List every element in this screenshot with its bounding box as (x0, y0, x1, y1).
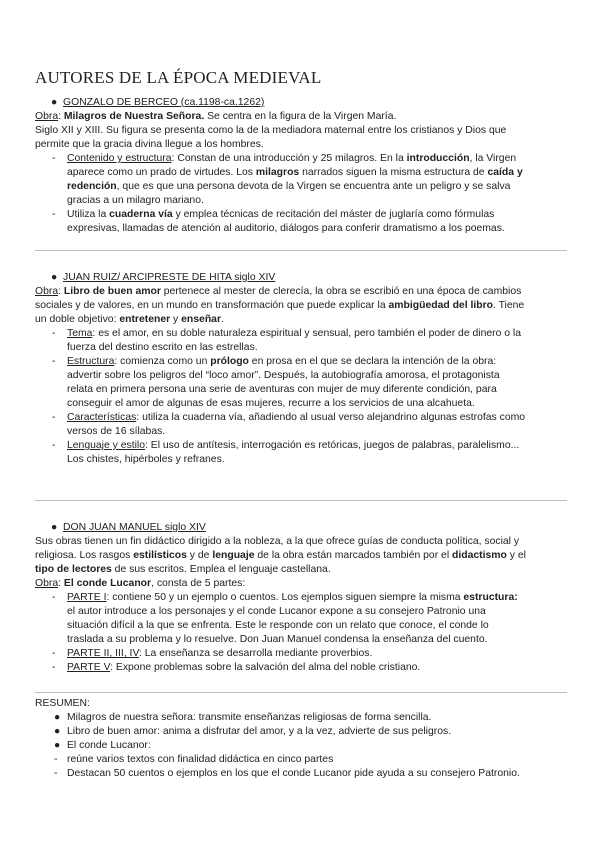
obra-line: Obra: El conde Lucanor, consta de 5 partes: (35, 578, 246, 589)
paragraph-line: sociales y de valores, en un mundo en transformación que puede explicar la ambigüedad del libro. Tiene (35, 300, 525, 311)
dash-icon: - (52, 662, 56, 673)
list-item: - reúne varios textos con finalidad didáctica en cinco partes (54, 754, 334, 765)
paragraph-line: tipo de lectores de sus escritos. Emplea el lenguaje castellana. (35, 564, 331, 575)
section-berceo (35, 96, 567, 236)
paragraph-line: Siglo XII y XIII. Su figura se presenta como la de la mediadora maternal entre los cristianos y Dios que (35, 125, 507, 136)
section-divider (35, 692, 567, 693)
dash-icon: - (52, 412, 56, 423)
page-title: AUTORES DE LA ÉPOCA MEDIEVAL (35, 68, 322, 87)
list-item: ● Milagros de nuestra señora: transmite enseñanzas religiosas de forma sencilla. (54, 712, 432, 723)
bullet-icon: ● (54, 712, 61, 723)
dash-icon: - (54, 768, 58, 779)
list-item: ● El conde Lucanor: (54, 740, 151, 751)
list-item: - Estructura: comienza como un prólogo en prosa en el que se declara la intención de la obra: advertir sobre los peligros del “loco amor”. Después, la autobiografía amorosa, el protagonista relata en primera persona una serie de aventuras con mujer de muy diferente condición, para conseguir el amor de algunas de esas mujeres, recurre a los servicios de una alcahueta. (52, 356, 500, 409)
list-item: - PARTE II, III, IV: La enseñanza se desarrolla mediante proverbios. (52, 648, 373, 659)
paragraph-line: permite que la gracia divina llegue a los hombres. (35, 139, 264, 150)
section-manuel (35, 521, 567, 675)
dash-icon: - (52, 592, 56, 603)
list-item: - Tema: es el amor, en su doble naturaleza espiritual y sensual, pero también el poder de dinero o la fuerza del destino escrito en las estrellas. (52, 328, 522, 353)
paragraph-line: Sus obras tienen un fin didáctico dirigido a la nobleza, a la que ofrece guías de conducta política, social y (35, 536, 520, 547)
bullet-icon: ● (54, 726, 61, 737)
list-item: ● Libro de buen amor: anima a disfrutar del amor, y a la vez, advierte de sus peligros. (54, 726, 452, 737)
dash-icon: - (52, 356, 56, 367)
dash-icon: - (52, 648, 56, 659)
section-divider (35, 250, 567, 251)
dash-icon: - (52, 328, 56, 339)
bullet-icon: ● (51, 97, 58, 108)
list-item: - Utiliza la cuaderna vía y emplea técnicas de recitación del máster de juglaría como fórmulas expresivas, llamadas de atención al auditorio, diálogos para conferir dramatismo a los poemas. (52, 209, 505, 234)
list-item: - Lenguaje y estilo: El uso de antítesis, interrogación es retóricas, juegos de palabras, paralelismo... Los chistes, hipérboles y refranes. (52, 440, 520, 465)
section-heading: RESUMEN: (35, 698, 90, 709)
list-item: - Destacan 50 cuentos o ejemplos en los que el conde Lucanor pide ayuda a su consejero Patronio. (54, 768, 520, 779)
list-item: - PARTE V: Expone problemas sobre la salvación del alma del noble cristiano. (52, 662, 421, 673)
obra-line: Obra: Milagros de Nuestra Señora. Se centra en la figura de la Virgen María. (35, 111, 397, 122)
section-heading: ● GONZALO DE BERCEO (ca.1198-ca.1262) (51, 97, 265, 108)
dash-icon: - (54, 754, 58, 765)
obra-line: Obra: Libro de buen amor pertenece al mester de clerecía, la obra se escribió en una época de cambios (35, 286, 522, 297)
paragraph-line: un doble objetivo: entretener y enseñar. (35, 314, 224, 325)
list-item: - Contenido y estructura: Constan de una introducción y 25 milagros. En la introducción, la Virgen aparece como un prado de virtudes. Los milagros narrados siguen la misma estructura de caída y redención, que es que una persona devota de la Virgen se encuentra ante un peligro y se salva gracias a un milagro mariano. (52, 153, 523, 206)
dash-icon: - (52, 153, 56, 164)
section-ruiz (35, 271, 567, 467)
bullet-icon: ● (51, 522, 58, 533)
section-heading: ● JUAN RUIZ/ ARCIPRESTE DE HITA siglo XIV (51, 272, 276, 283)
dash-icon: - (52, 209, 56, 220)
paragraph-line: religiosa. Los rasgos estilísticos y de lenguaje de la obra están marcados también por el didactismo y el (35, 550, 526, 561)
bullet-icon: ● (51, 272, 58, 283)
dash-icon: - (52, 440, 56, 451)
section-heading: ● DON JUAN MANUEL siglo XIV (51, 522, 206, 533)
list-item: - PARTE I: contiene 50 y un ejemplo o cuentos. Los ejemplos siguen siempre la misma estructura: el autor introduce a los personajes y el conde Lucanor expone a su consejero Patronio una situación difícil a la que se enfrenta. Este le responde con un relato que conoce, el conde lo traslada a su problema y lo resuelve. Don Juan Manuel condensa la enseñanza del cuento. (52, 592, 518, 645)
section-resumen (35, 697, 567, 781)
section-divider (35, 500, 567, 501)
list-item: - Características: utiliza la cuaderna vía, añadiendo al usual verso alejandrino algunas estrofas como versos de 16 sílabas. (52, 412, 526, 437)
bullet-icon: ● (54, 740, 61, 751)
